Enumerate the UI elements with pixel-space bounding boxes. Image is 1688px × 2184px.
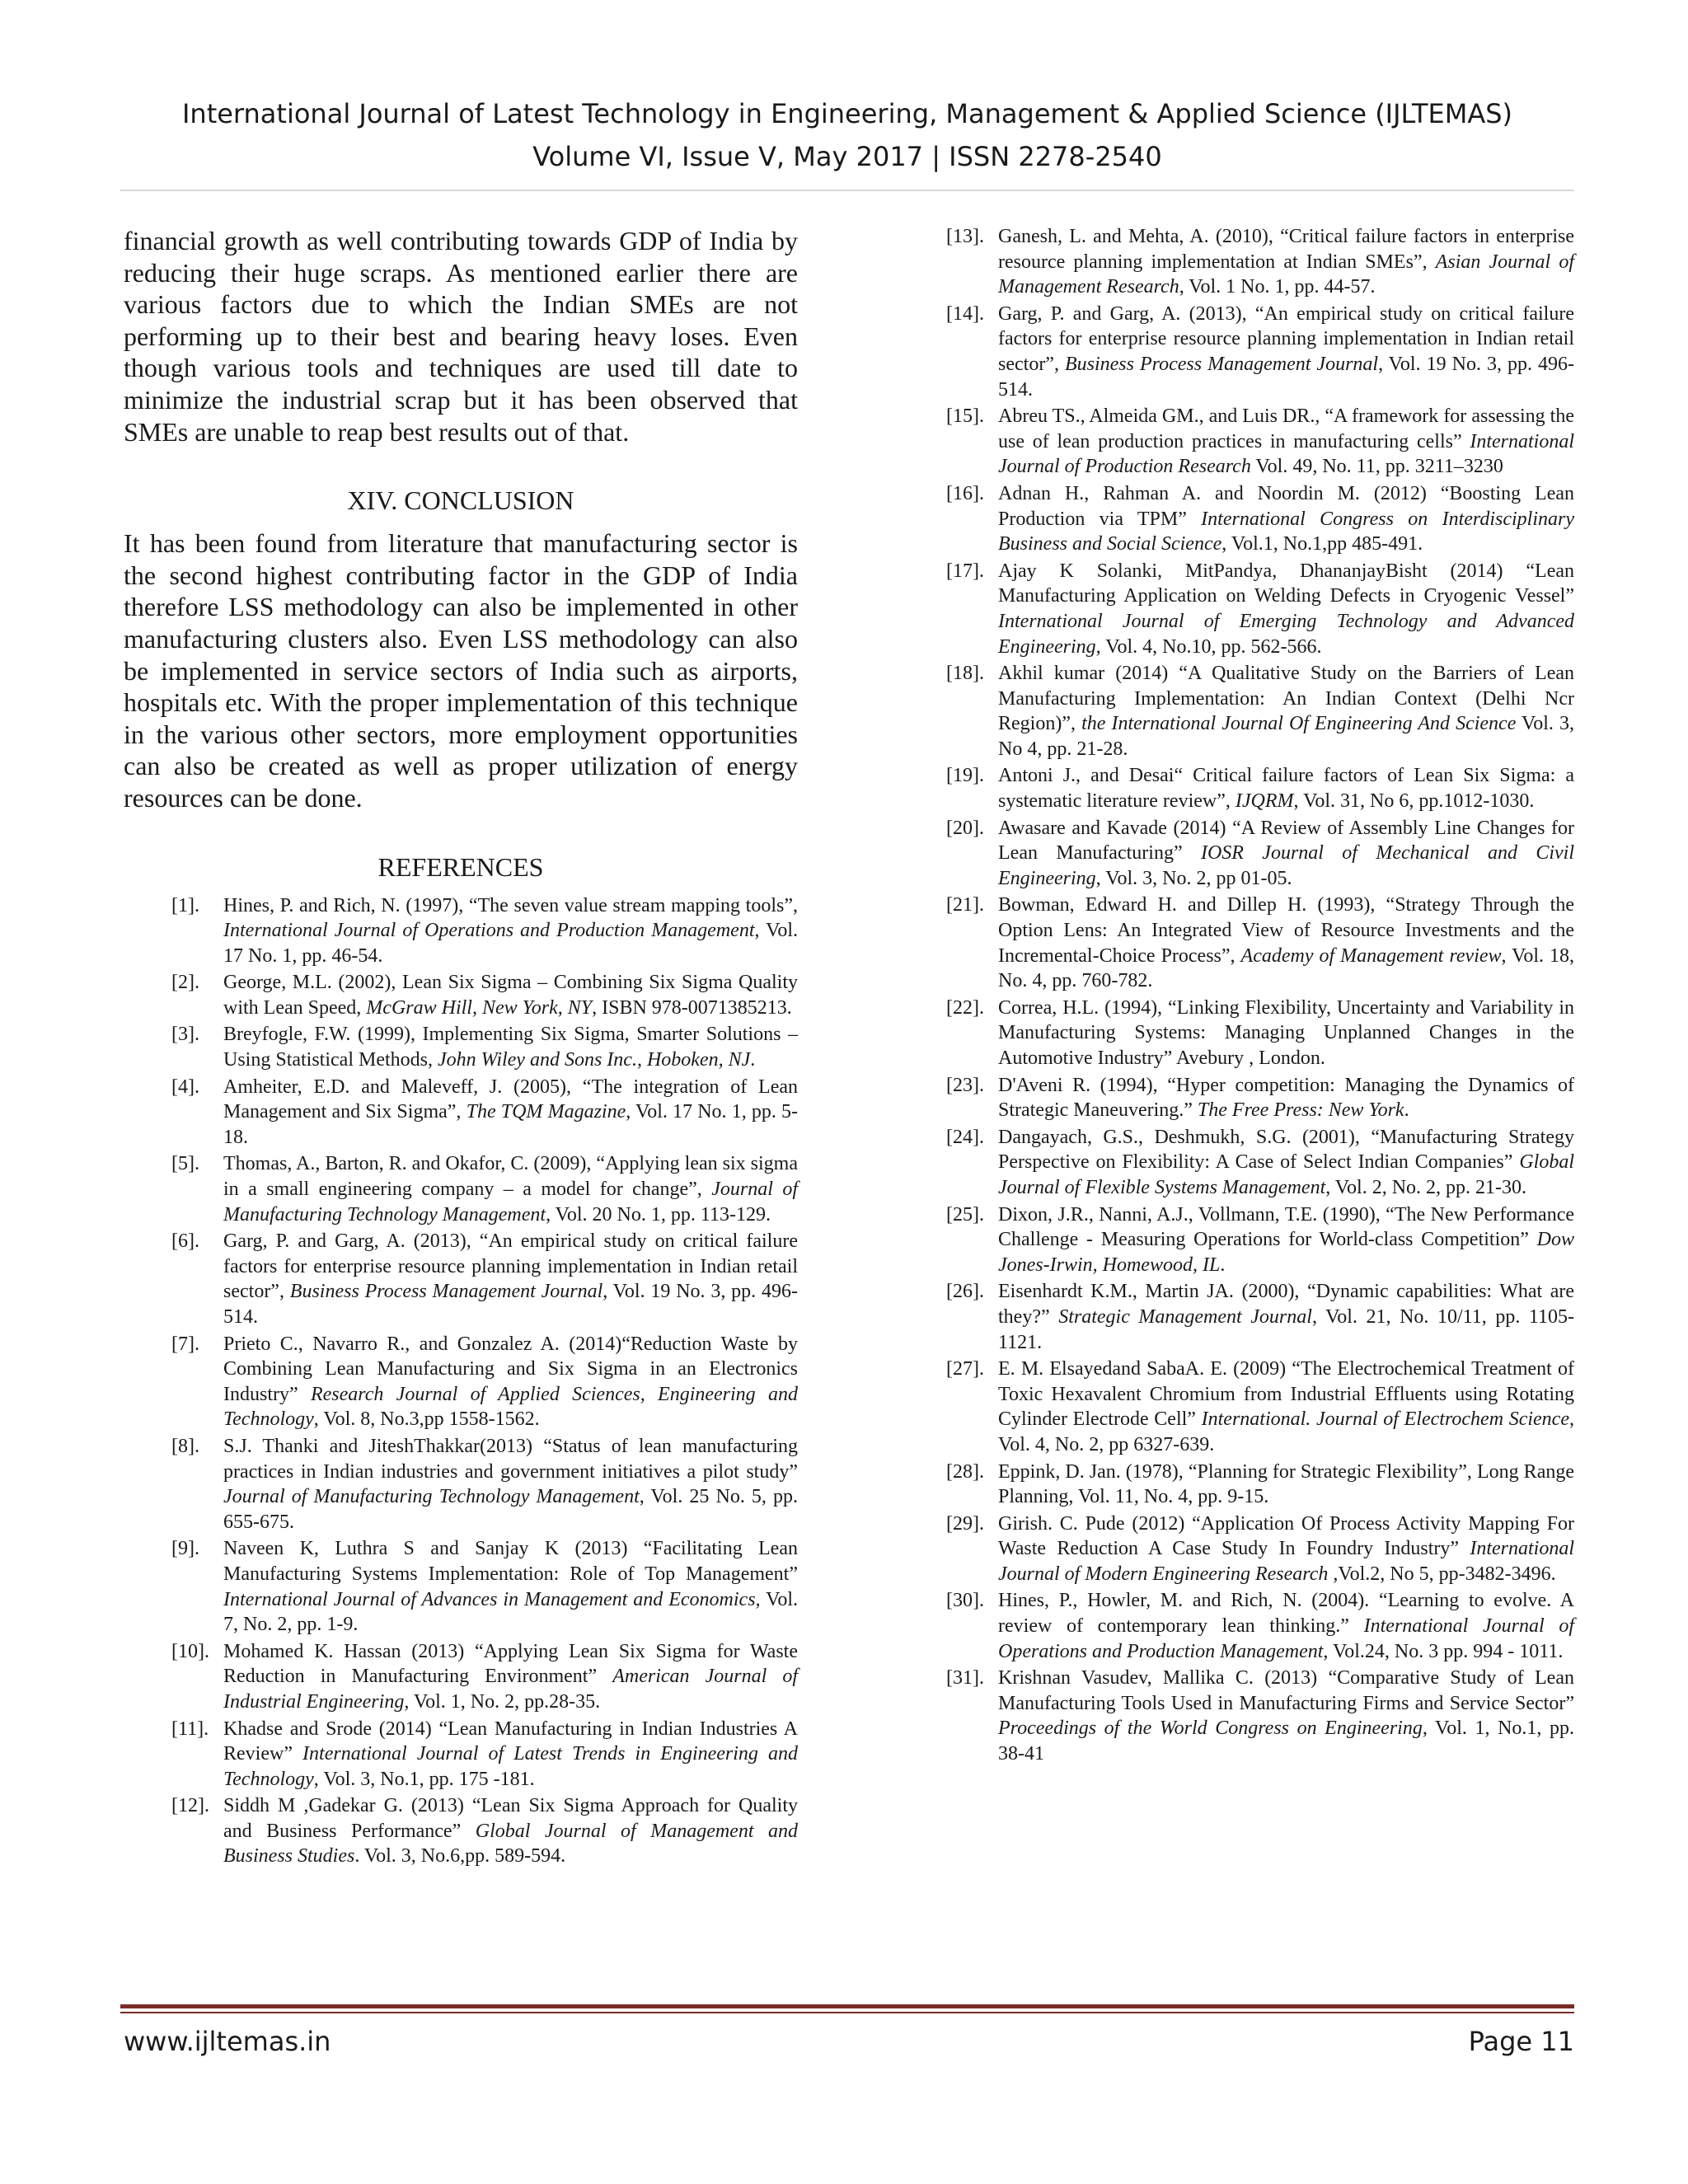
reference-source: International Journal of Operations and Production Management — [998, 1615, 1574, 1662]
reference-source: International Journal of Modern Engineering Research — [998, 1538, 1574, 1585]
references-heading: REFERENCES — [377, 851, 544, 882]
reference-source: Strategic Management Journal — [1058, 1305, 1312, 1328]
reference-details: , Vol. 17 No. 1, pp. 5-18. — [223, 1101, 799, 1148]
reference-details: , Vol. 8, No.3,pp 1558-1562. — [313, 1408, 540, 1431]
journal-issue: Volume VI, Issue V, May 2017 | ISSN 2278-2540 — [532, 141, 1162, 172]
reference-source: IJQRM — [1235, 790, 1294, 813]
reference-item — [946, 1279, 1574, 1355]
reference-item — [946, 1073, 1574, 1123]
reference-list-left — [171, 893, 798, 1870]
reference-details: , Vol. 20 No. 1, pp. 113-129. — [546, 1203, 771, 1226]
reference-number: [1]. — [171, 894, 199, 916]
reference-details: , Vol. 17 No. 1, pp. 46-54. — [223, 920, 798, 967]
reference-number: [9]. — [171, 1538, 199, 1560]
page-number: Page 11 — [1468, 2026, 1574, 2057]
reference-text: D'Aveni R. (1994), “Hyper competition: Managing the Dynamics of Strategic Maneuvering.” — [998, 1074, 1574, 1122]
reference-number: [12]. — [171, 1795, 209, 1817]
reference-details: , Vol. 4, No. 2, pp 6327-639. — [998, 1408, 1574, 1455]
reference-text: Amheiter, E.D. and Maleveff, J. (2005), “The integration of Lean Management and Six Sigma”, — [223, 1076, 798, 1123]
reference-number: [18]. — [946, 663, 984, 685]
reference-details: , Vol. 1, No.1, pp. 38-41 — [998, 1718, 1574, 1765]
reference-text: Hines, P. and Rich, N. (1997), “The seven value stream mapping tools”, — [223, 894, 798, 916]
reference-text: Ganesh, L. and Mehta, A. (2010), “Critical failure factors in enterprise resource planning implementation at Indian SMEs”, — [998, 226, 1574, 273]
reference-source: Asian Journal of Management Research — [998, 251, 1574, 298]
reference-number: [24]. — [946, 1126, 984, 1148]
reference-number: [17]. — [946, 560, 984, 582]
reference-text: Eppink, D. Jan. (1978), “Planning for Strategic Flexibility”, Long Range Planning, Vol. 11, No. 4, pp. 9-15. — [998, 1460, 1574, 1508]
reference-source: Journal of Manufacturing Technology Management — [223, 1486, 640, 1508]
reference-number: [27]. — [946, 1358, 984, 1380]
reference-text: E. M. Elsayedand SabaA. E. (2009) “The Electrochemical Treatment of Toxic Hexavalent Chromium from Industrial Effluents using Rotating Cylinder Electrode Cell” — [998, 1358, 1574, 1431]
reference-item — [946, 1460, 1574, 1510]
reference-source: International Journal of Operations and Production Management — [223, 920, 755, 942]
reference-number: [28]. — [946, 1460, 984, 1483]
reference-number: [7]. — [171, 1333, 199, 1355]
reference-number: [25]. — [946, 1203, 984, 1226]
reference-item — [946, 996, 1574, 1071]
conclusion-heading: XIV. CONCLUSION — [347, 485, 574, 516]
reference-text: Hines, P., Howler, M. and Rich, N. (2004). “Learning to evolve. A review of contemporary lean thinking.” — [998, 1590, 1574, 1638]
reference-number: [15]. — [946, 405, 984, 428]
reference-item — [171, 893, 798, 969]
reference-source: Academy of Management review — [1240, 944, 1502, 967]
reference-source: International Journal of Latest Trends in Engineering and Technology — [223, 1743, 798, 1790]
reference-number: [5]. — [171, 1153, 199, 1175]
reference-source: Business Process Management Journal — [1064, 353, 1379, 375]
reference-number: [23]. — [946, 1074, 984, 1096]
reference-text: Prieto C., Navarro R., and Gonzalez A. (2014)“Reduction Waste by Combining Lean Manufacturing and Six Sigma in an Electronics Industry” — [223, 1333, 798, 1405]
reference-item — [946, 661, 1574, 762]
reference-text: Girish. C. Pude (2012) “Application Of Process Activity Mapping For Waste Reduction A Case Study In Foundry Industry” — [998, 1512, 1574, 1560]
reference-item — [946, 302, 1574, 402]
conclusion-paragraph: It has been found from literature that manufacturing sector is the second highest contributing factor in the GDP of India therefore LSS methodology can also be implemented in other manufacturing clusters also. Even LSS methodology can also be implemented in service sectors of India such as airports, hospitals etc. With the proper implementation of this technique in the various other sectors, more employment opportunities can also be created as well as proper utilization of energy resources can be done. — [124, 528, 798, 813]
left-column — [124, 225, 798, 1871]
reference-number: [2]. — [171, 972, 199, 994]
reference-source: Global Journal of Management and Business Studies — [223, 1820, 798, 1868]
reference-number: [11]. — [171, 1718, 209, 1740]
reference-details: , Vol. 25 No. 5, pp. 655-675. — [223, 1486, 798, 1533]
reference-source: Business Process Management Journal — [289, 1281, 603, 1303]
reference-details: . — [1404, 1099, 1409, 1122]
reference-item — [171, 1639, 798, 1715]
reference-item — [946, 559, 1574, 659]
reference-text: Antoni J., and Desai“ Critical failure factors of Lean Six Sigma: a systematic literature review”, — [998, 765, 1574, 813]
reference-item — [946, 763, 1574, 813]
reference-item — [946, 816, 1574, 892]
reference-text: Adnan H., Rahman A. and Noordin M. (2012) “Boosting Lean Production via TPM” — [998, 482, 1574, 530]
right-column — [946, 224, 1574, 1769]
reference-text: Dixon, J.R., Nanni, A.J., Vollmann, T.E. (1990), “The New Performance Challenge - Measuring Operations for World-class Competition” — [998, 1203, 1574, 1251]
reference-item — [171, 1229, 798, 1329]
reference-details: , Vol. 1, No. 2, pp.28-35. — [404, 1690, 601, 1713]
reference-details: , Vol. 1 No. 1, pp. 44-57. — [1179, 276, 1376, 298]
reference-item — [946, 1357, 1574, 1457]
reference-source: Research Journal of Applied Sciences, Engineering and Technology — [223, 1383, 798, 1431]
reference-details: Vol. 7, No. 2, pp. 1-9. — [223, 1588, 798, 1636]
reference-details: . — [1220, 1254, 1226, 1276]
reference-source: IOSR Journal of Mechanical and Civil Engineering — [998, 842, 1575, 889]
reference-number: [21]. — [946, 894, 984, 916]
reference-number: [19]. — [946, 765, 984, 787]
reference-details: , Vol. 19 No. 3, pp. 496-514. — [223, 1281, 798, 1328]
reference-item — [171, 970, 798, 1020]
reference-details: Vol. 3, No 4, pp. 21-28. — [998, 713, 1574, 760]
reference-item — [946, 224, 1574, 300]
reference-source: McGraw Hill, New York, NY — [366, 996, 593, 1019]
header-divider — [120, 190, 1574, 191]
reference-source: Proceedings of the World Congress on Engineering — [998, 1718, 1423, 1740]
reference-details: . — [750, 1049, 756, 1071]
reference-number: [30]. — [946, 1590, 984, 1612]
footer-divider — [120, 2004, 1574, 2008]
reference-text: Dangayach, G.S., Deshmukh, S.G. (2001), “Manufacturing Strategy Perspective on Flexibility: A Case of Select Indian Companies” — [998, 1126, 1574, 1174]
reference-number: [22]. — [946, 996, 984, 1019]
reference-details: , Vol. 31, No 6, pp.1012-1030. — [1293, 790, 1535, 813]
reference-details: , Vol.24, No. 3 pp. 994 - 1011. — [1323, 1640, 1564, 1662]
reference-number: [10]. — [171, 1640, 209, 1662]
reference-item — [946, 893, 1574, 993]
reference-item — [171, 1075, 798, 1151]
reference-text: Eisenhardt K.M., Martin JA. (2000), “Dynamic capabilities: What are they?” — [998, 1281, 1574, 1328]
reference-details: , Vol. 21, No. 10/11, pp. 1105-1121. — [998, 1305, 1575, 1353]
reference-text: Awasare and Kavade (2014) “A Review of Assembly Line Changes for Lean Manufacturing” — [998, 817, 1574, 865]
footer-website[interactable]: www.ijltemas.in — [124, 2026, 331, 2057]
reference-source: International. Journal of Electrochem Science — [1201, 1408, 1569, 1431]
reference-text: Garg, P. and Garg, A. (2013), “An empirical study on critical failure factors for enterprise resource planning implementation in Indian retail sector”, — [223, 1230, 798, 1303]
reference-number: [29]. — [946, 1512, 984, 1535]
reference-item — [171, 1434, 798, 1535]
reference-details: , Vol. 4, No.10, pp. 562-566. — [1095, 635, 1322, 658]
reference-text: Garg, P. and Garg, A. (2013), “An empirical study on critical failure factors for enterprise resource planning implementation in Indian retail sector”, — [998, 302, 1574, 375]
reference-number: [4]. — [171, 1076, 199, 1098]
intro-paragraph: financial growth as well contributing towards GDP of India by reducing their huge scraps. As mentioned earlier there are various factors due to which the Indian SMEs are not performing up to their best and bearing heavy loses. Even though various tools and techniques are used till date to minimize the industrial scrap but it has been observed that SMEs are unable to reap best results out of that. — [124, 226, 798, 447]
reference-text: Abreu TS., Almeida GM., and Luis DR., “A framework for assessing the use of lean production practices in manufacturing cells” — [998, 405, 1574, 452]
reference-number: [3]. — [171, 1024, 199, 1046]
reference-details: , ISBN 978-0071385213. — [592, 996, 792, 1019]
reference-details: , Vol. 3, No.1, pp. 175 -181. — [313, 1768, 535, 1790]
reference-number: [13]. — [946, 226, 984, 247]
reference-item — [171, 1536, 798, 1637]
reference-text: Correa, H.L. (1994), “Linking Flexibility, Uncertainty and Variability in Manufacturing Systems: Managing Unplanned Changes in the Automotive Industry” Avebury , London. — [998, 996, 1574, 1069]
reference-source: American Journal of Industrial Engineering — [223, 1666, 798, 1713]
reference-item — [171, 1717, 798, 1793]
footer-divider-thin — [120, 2012, 1574, 2013]
reference-item — [946, 1125, 1574, 1201]
reference-item — [946, 1588, 1574, 1664]
reference-details: . Vol. 3, No.6,pp. 589-594. — [354, 1845, 566, 1868]
reference-source: International Journal of Emerging Technology and Advanced Engineering — [998, 610, 1574, 658]
reference-number: [20]. — [946, 817, 984, 839]
reference-list-right — [946, 224, 1574, 1767]
reference-text: Bowman, Edward H. and Dillep H. (1993), “Strategy Through the Option Lens: An Integrated View of Resource Investments and the Incremental-Choice Process”, — [998, 894, 1574, 967]
reference-number: [8]. — [171, 1435, 199, 1457]
reference-text: Naveen K, Luthra S and Sanjay K (2013) “Facilitating Lean Manufacturing Systems Implementation: Role of Top Management” — [223, 1538, 798, 1585]
reference-item — [946, 1666, 1574, 1766]
reference-text: Khadse and Srode (2014) “Lean Manufacturing in Indian Industries A Review” — [223, 1718, 798, 1765]
reference-text: Thomas, A., Barton, R. and Okafor, C. (2009), “Applying lean six sigma in a small engineering company – a model for change”, — [223, 1153, 798, 1201]
reference-details: , Vol. 19 No. 3, pp. 496-514. — [998, 353, 1574, 401]
reference-text: S.J. Thanki and JiteshThakkar(2013) “Status of lean manufacturing practices in Indian industries and government initiatives a pilot study” — [223, 1435, 798, 1483]
reference-item — [946, 404, 1574, 480]
reference-item — [171, 1793, 798, 1869]
reference-text: Breyfogle, F.W. (1999), Implementing Six Sigma, Smarter Solutions – Using Statistical Methods, — [223, 1024, 798, 1071]
reference-text: Krishnan Vasudev, Mallika C. (2013) “Comparative Study of Lean Manufacturing Tools Used in Manufacturing Firms and Service Sector” — [998, 1667, 1574, 1714]
reference-item — [171, 1151, 798, 1227]
reference-source: Journal of Manufacturing Technology Management — [223, 1179, 799, 1226]
reference-item — [946, 481, 1574, 557]
reference-text: Siddh M ,Gadekar G. (2013) “Lean Six Sigma Approach for Quality and Business Performance” — [223, 1795, 798, 1842]
reference-details: , Vol. 18, No. 4, pp. 760-782. — [998, 944, 1574, 992]
reference-source: Dow Jones-Irwin, Homewood, IL — [998, 1229, 1574, 1276]
reference-details: Vol. 49, No. 11, pp. 3211–3230 — [1250, 456, 1503, 478]
reference-source: International Journal of Production Research — [998, 430, 1574, 478]
reference-source: the International Journal Of Engineering And Science — [1081, 713, 1517, 735]
reference-number: [31]. — [946, 1667, 984, 1690]
reference-text: Mohamed K. Hassan (2013) “Applying Lean Six Sigma for Waste Reduction in Manufacturing Environment” — [223, 1640, 798, 1688]
journal-title: International Journal of Latest Technology in Engineering, Management & Applied Science (IJLTEMAS) — [181, 98, 1513, 129]
reference-details: , Vol.1, No.1,pp 485-491. — [1221, 533, 1423, 555]
reference-details: , Vol. 2, No. 2, pp. 21-30. — [1325, 1176, 1527, 1198]
reference-details: , Vol. 3, No. 2, pp 01-05. — [1095, 867, 1292, 889]
reference-source: The TQM Magazine — [466, 1101, 626, 1123]
reference-number: [26]. — [946, 1281, 984, 1303]
reference-source: International Congress on Interdisciplinary Business and Social Science — [998, 508, 1574, 555]
reference-item — [171, 1022, 798, 1072]
reference-item — [171, 1332, 798, 1432]
reference-number: [16]. — [946, 482, 984, 504]
reference-item — [946, 1202, 1574, 1278]
reference-number: [14]. — [946, 302, 984, 325]
reference-source: The Free Press: New York — [1197, 1099, 1404, 1122]
reference-source: John Wiley and Sons Inc., Hoboken, NJ — [438, 1049, 751, 1071]
reference-details: ,Vol.2, No 5, pp-3482-3496. — [1328, 1563, 1556, 1585]
reference-source: Global Journal of Flexible Systems Management — [998, 1151, 1574, 1198]
journal-header — [120, 92, 1574, 178]
reference-text: Akhil kumar (2014) “A Qualitative Study on the Barriers of Lean Manufacturing Implementation: An Indian Context (Delhi Ncr Region)”, — [998, 663, 1574, 735]
reference-number: [6]. — [171, 1230, 199, 1253]
reference-text: Ajay K Solanki, MitPandya, DhananjayBisht (2014) “Lean Manufacturing Application on Welding Defects in Cryogenic Vessel” — [998, 560, 1574, 607]
reference-text: George, M.L. (2002), Lean Six Sigma – Combining Six Sigma Quality with Lean Speed, — [223, 972, 798, 1019]
reference-source: International Journal of Advances in Management and Economics, — [223, 1588, 761, 1610]
reference-item — [946, 1511, 1574, 1587]
